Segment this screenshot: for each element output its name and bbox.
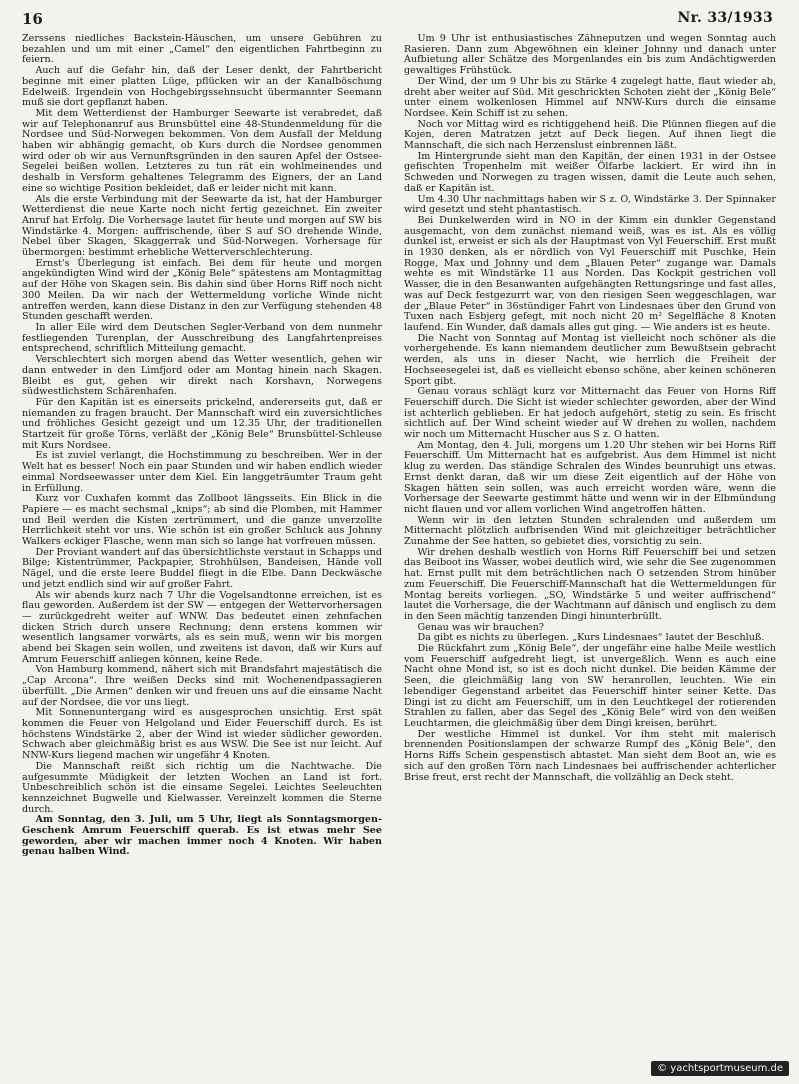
paragraph: Von Hamburg kommend, nähert sich mit Brandsfahrt majestätisch die „Cap Arcona“. Ihre weißen Decks sind mit Wochenendpassagieren überfüllt. „Die Armen“ denken wir und freuen uns auf die einsame Nacht auf der Nordsee, die vor uns liegt. xyxy=(22,664,382,708)
right-column xyxy=(404,34,776,1050)
paragraph: Bei Dunkelwerden wird in NO in der Kimm ein dunkler Gegenstand ausgemacht, von dem zunächst niemand weiß, was es ist. Als es völlig dunkel ist, erweist er sich als der Hauptmast von Vyl Feuerschiff. Erst mußt in 1930 denken, als er nördlich von Vyl Feuerschiff mit Puschke, Hein Rogge, Max und Johnny und dem „Blauen Peter“ zugange war. Damals wehte es mit Windstärke 11 aus Norden. Das Kockpit gestrichen voll Wasser, die in den Besanwanten aufgehängten Rettungsringe und fast alles, was auf Deck festgezurrt war, von den riesigen Seen weggeschlagen, war der „Blaue Peter“ in 36stündiger Fahrt von Lindesnaes über den Grund von Tuxen nach Esbjerg gefegt, mit noch nicht 20 m² Segelfläche 8 Knoten laufend. Ein Wunder, daß damals alles gut ging. — Wie anders ist es heute. xyxy=(404,214,776,333)
paragraph: Verschlechtert sich morgen abend das Wetter wesentlich, gehen wir dann entweder in den Limfjord oder am Montag hinein nach Skagen. Bleibt es gut, gehen wir direkt nach Korshavn, Norwegens südwestlichstem Schärenhafen. xyxy=(22,354,382,398)
paragraph: Um 9 Uhr ist enthusiastisches Zähneputzen und wegen Sonntag auch Rasieren. Dann zum Abgewöhnen ein kleiner Johnny und danach unter Aufbietung aller Schätze des Morgenlandes ein bis zum Andächtigwerden gewaltiges Frühstück. xyxy=(404,34,776,77)
paragraph: Es ist zuviel verlangt, die Hochstimmung zu beschreiben. Wer in der Welt hat es besser! Noch ein paar Stunden und wir haben endlich wieder einmal Nordseewasser unter dem Kiel. Ein langgeträumter Traum geht in Erfüllung. xyxy=(22,450,382,494)
paragraph: Am Sonntag, den 3. Juli, um 5 Uhr, liegt als Sonntagsmorgen-Geschenk Amrum Feuerschiff querab. Es ist etwas mehr See geworden, aber wir machen immer noch 4 Knoten. Wir haben genau halben Wind. xyxy=(22,814,382,858)
paragraph: Am Montag, den 4. Juli, morgens um 1.20 Uhr stehen wir bei Horns Riff Feuerschiff. Um Mitternacht hat es aufgebrist. Aus dem Himmel ist nicht klug zu werden. Das ständige Schralen des Windes beunruhigt uns etwas. Ernst denkt daran, daß wir um diese Zeit eigentlich auf der Höhe von Skagen hätten sein sollen, was auch erreicht worden wäre, wenn die Vorhersage der Seewarte gestimmt hätte und wenn wir in der Elbmündung nicht flauen und vor allem vorlichen Wind angetroffen hätten. xyxy=(404,439,776,515)
paragraph: Als wir abends kurz nach 7 Uhr die Vogelsandtonne erreichen, ist es flau geworden. Außerdem ist der SW — entgegen der Wettervorhersagen — zurückgedreht weiter auf WNW. Das bedeutet einen zehnfachen dicken Strich durch unsere Rechnung; denn erstens kommen wir wesentlich langsamer vorwärts, als es sein muß, wenn wir bis morgen abend bei Skagen sein wollen, und zweitens ist davon, daß wir Kurs auf Amrum Feuerschiff anliegen können, keine Rede. xyxy=(22,589,382,665)
page-number: 16 xyxy=(22,10,43,28)
paragraph: Genau was wir brauchen? xyxy=(417,621,544,633)
paragraph: Der Proviant wandert auf das übersichtlichste verstaut in Schapps und Bilge; Kistentrümmer, Packpapier, Strohhülsen, Bandeisen, Hände voll Nägel, und die erste leere Buddel fliegt in die Elbe. Dann Deckwäsche und jetzt endlich sind wir auf großer Fahrt. xyxy=(22,546,382,590)
paragraph: Der Wind, der um 9 Uhr bis zu Stärke 4 zugelegt hatte, flaut wieder ab, dreht aber weiter auf Süd. Mit geschrickten Schoten zieht der „König Bele“ unter einem wolkenlosen Himmel auf NNW-Kurs durch die einsame Nordsee. Kein Schiff ist zu sehen. xyxy=(404,75,776,119)
paragraph: Da gibt es nichts zu überlegen. „Kurs Lindesnaes“ lautet der Beschluß. xyxy=(417,632,765,644)
paragraph: In aller Eile wird dem Deutschen Segler-Verband von dem nunmehr festliegenden Turenplan, der Ausschreibung des Langfahrtenpreises entsprechend, schriftlich Mitteilung gemacht. xyxy=(22,321,382,355)
watermark: © yachtsportmuseum.de xyxy=(651,1061,789,1076)
paragraph: Für den Kapitän ist es einerseits prickelnd, andererseits gut, daß er niemanden zu fragen braucht. Der Mannschaft wird ein zuversichtliches und fröhliches Gesicht gezeigt und um 12.35 Uhr, der traditionellen Startzeit für große Törns, verläßt der „König Bele“ Brunsbüttel-Schleuse mit Kurs Nordsee. xyxy=(22,396,382,451)
paragraph: Ernst's Überlegung ist einfach. Bei dem für heute und morgen angekündigten Wind wird der „König Bele“ spätestens am Montagmittag auf der Höhe von Skagen sein. Bis dahin sind über Horns Riff noch nicht 300 Meilen. Da wir nach der Wettermeldung vorliche Winde nicht antreffen werden, kann diese Distanz in den zur Verfügung stehenden 48 Stunden geschafft werden. xyxy=(22,257,382,323)
paragraph: Im Hintergrunde sieht man den Kapitän, der einen 1931 in der Ostsee gefischten Tropenhelm mit weißer Ölfarbe lackiert. Er wird ihn in Schweden und Norwegen zu tragen wissen, damit die Leute auch sehen, daß er Kapitän ist. xyxy=(404,150,776,194)
paragraph: Die Nacht von Sonntag auf Montag ist vielleicht noch schöner als die vorhergehende. Es kann niemandem deutlicher zum Bewußtsein gebracht werden, als uns in dieser Nacht, wie herrlich die Freiheit der Hochseesegelei ist, daß es vielleicht ebenso schöne, aber keinen schöneren Sport gibt. xyxy=(404,332,776,387)
paragraph: Auch auf die Gefahr hin, daß der Leser denkt, der Fahrtbericht beginne mit einer platten Lüge, pflücken wir an der Kanalböschung Edelweiß. Irgendein von Hochgebirgssehnsucht übermannter Seemann muß sie dort gepflanzt haben. xyxy=(22,65,382,109)
paragraph: Die Mannschaft reißt sich richtig um die Nachtwache. Die aufgesummte Müdigkeit der letzten Wochen an Land ist fort. Unbeschreiblich schön ist die einsame Segelei. Leichtes Seeleuchten kennzeichnet Bugwelle und Kielwasser. Vereinzelt kommen die Sterne durch. xyxy=(22,760,382,815)
paragraph: Wir drehen deshalb westlich von Horns Riff Feuerschiff bei und setzen das Beiboot ins Wasser, wobei deutlich wird, wie sehr die See zugenommen hat. Ernst pullt mit dem beträchtlichen nach O setzenden Strom hinüber zum Feuerschiff. Die Feuerschiff-Mannschaft hat die Wettermeldungen für Montag bereits vorliegen. „SO, Windstärke 5 und weiter auffrischend“ lautet die Vorhersage, die der Wachtmann auf dänisch und englisch zu dem in den Seen mächtig tanzenden Dingi hinunterbrüllt. xyxy=(404,546,776,622)
paragraph: Der westliche Himmel ist dunkel. Vor ihm steht mit malerisch brennenden Positionslampen der schwarze Rumpf des „König Bele“, den Horns Riffs Schein gespenstisch abtastet. Man sieht dem Boot an, wie es sich auf den großen Törn nach Lindesnaes bei auffrischender achterlicher Brise freut, erst recht der Mannschaft, die vollzählig an Deck steht. xyxy=(404,728,776,783)
paragraph: Die Rückfahrt zum „König Bele“, der ungefähr eine halbe Meile westlich vom Feuerschiff aufgedreht liegt, ist unvergeßlich. Wenn es auch eine Nacht ohne Mond ist, so ist es doch nicht dunkel. Die beiden Kämme der Seen, die gleichmäßig lang von SW heranrollen, leuchten. Wie ein lebendiger Gegenstand arbeitet das Feuerschiff hinter seiner Kette. Das Dingi ist zu dicht am Feuerschiff, um in den Leuchtkegel der rotierenden Strahlen zu fallen, aber das Segel des „König Bele“ wird von den weißen Leuchtarmen, die gleichmäßig über dem Dingi kreisen, berührt. xyxy=(404,643,776,729)
left-column xyxy=(22,34,382,1050)
paragraph: Mit Sonnenuntergang wird es ausgesprochen unsichtig. Erst spät kommen die Feuer von Helgoland und Eider Feuerschiff durch. Es ist höchstens Windstärke 2, aber der Wind ist wieder südlicher geworden. Schwach aber gleichmäßig brist es aus WSW. Die See ist nur leicht. Auf NNW-Kurs liegend machen wir ungefähr 4 Knoten. xyxy=(22,707,382,762)
paragraph: Mit dem Wetterdienst der Hamburger Seewarte ist verabredet, daß wir auf Telephonanruf aus Brunsbüttel eine 48-Stundenmeldung für die Nordsee und Süd-Norwegen bekommen. Von dem Ausfall der Meldung haben wir abhängig gemacht, ob Kurs durch die Nordsee genommen wird oder ob wir aus Vernunftsgründen in den sauren Apfel der Ostsee-Segelei beißen wollen. Letzteres zu tun rät ein wohlmeinendes und deshalb in Versform gehaltenes Telegramm des Eigners, der an Land eine so wichtige Position bekleidet, daß er leider nicht mit kann. xyxy=(22,107,382,194)
paragraph: Kurz vor Cuxhafen kommt das Zollboot längsseits. Ein Blick in die Papiere — es macht sechsmal „knips“; ab sind die Plomben, mit Hammer und Beil werden die Kisten zertrümmert, und die ganze unverzollte Herrlichkeit steht vor uns. Wie schön ist ein großer Schluck aus Johnny Walkers eckiger Flasche, wenn man sich so lange hat vorfreuen müssen. xyxy=(22,493,382,548)
paragraph: Wenn wir in den letzten Stunden schralenden und außerdem um Mitternacht plötzlich aufbrisenden Wind mit gleichzeitiger beträchtlicher Zunahme der See hatten, so gebietet dies, vorsichtig zu sein. xyxy=(404,514,776,548)
paragraph: Noch vor Mittag wird es richtiggehend heiß. Die Plünnen fliegen auf die Kojen, deren Matratzen jetzt auf Deck liegen. Auf ihnen liegt die Mannschaft, die sich nach Herzenslust einbrennen läßt. xyxy=(404,118,776,152)
paragraph: Um 4.30 Uhr nachmittags haben wir S z. O, Windstärke 3. Der Spinnaker wird gesetzt und steht phantastisch. xyxy=(404,193,776,216)
paragraph: Zerssens niedliches Backstein-Häuschen, um unsere Gebühren zu bezahlen und um mit einer „Camel“ den eigentlichen Fahrtbeginn zu feiern. xyxy=(22,34,382,66)
issue-label: Nr. 33/1933 xyxy=(677,10,773,26)
paragraph: Als die erste Verbindung mit der Seewarte da ist, hat der Hamburger Wetterdienst die neue Karte noch nicht fertig gezeichnet. Ein zweiter Anruf hat Erfolg. Die Vorhersage lautet für heute und morgen auf SW bis Windstärke 4. Morgen: auffrischende, über S auf SO drehende Winde, Nebel über Skagen, Skaggerrak und Süd-Norwegen. Vorhersage für übermorgen: bestimmt erhebliche Wetterverschlechterung. xyxy=(22,193,382,259)
paragraph: Genau voraus schlägt kurz vor Mitternacht das Feuer von Horns Riff Feuerschiff durch. Die Sicht ist wieder schlechter geworden, aber der Wind ist achterlich geblieben. Er hat jedoch aufgehört, stetig zu sein. Es frischt sichtlich auf. Der Wind scheint wieder auf W drehen zu wollen, nachdem wir noch um Mitternacht Huscher aus S z. O hatten. xyxy=(404,386,776,441)
